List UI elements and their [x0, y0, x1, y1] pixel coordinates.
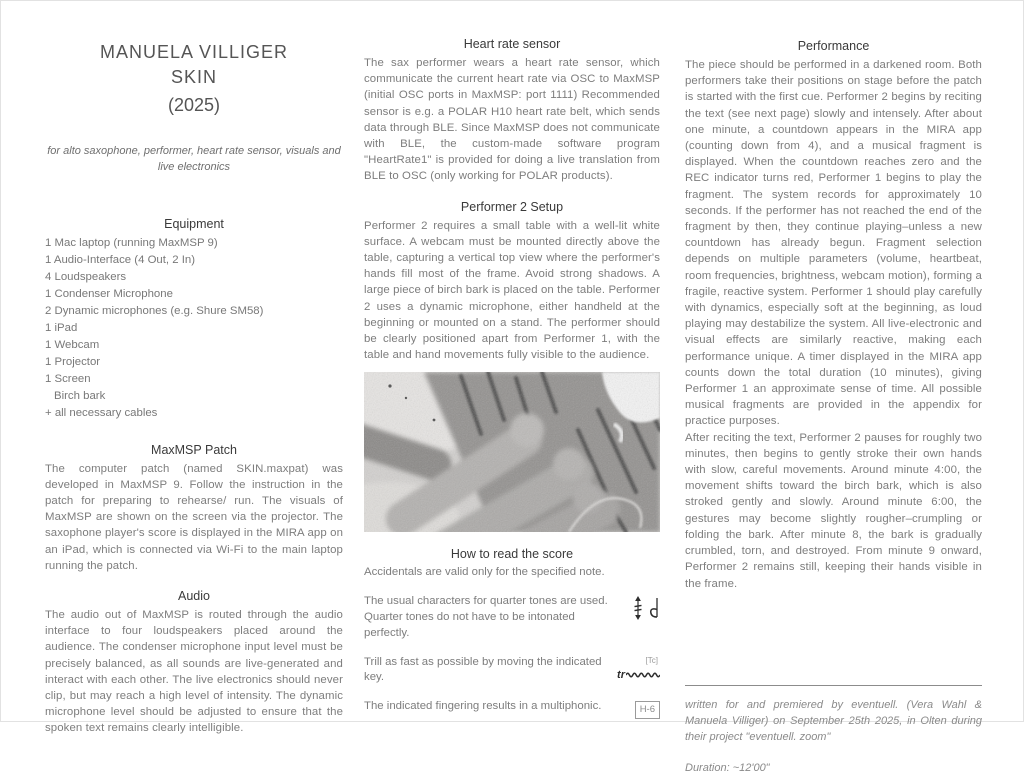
multiphonic-fingering-box: H-6 [635, 701, 660, 719]
equipment-item: 1 iPad [45, 321, 78, 334]
score-legend [364, 565, 660, 718]
equipment-item: 4 Loudspeakers [45, 270, 127, 283]
heart-rate-sensor-body: The sax performer wears a heart rate sensor, which communicate the current heart rate via OSC to MaxMSP (initial OSC ports in MaxMSP: port 1111) Recommended sensor is e.g. a POLAR H10 heart rate belt, which sends data through BLE. Since MaxMSP does not communicate with BLE, the custom-made software program "HeartRate1" is provided for doing a live translation from BLE to OSC (only working for POLAR products). [364, 57, 660, 183]
audio-body: The audio out of MaxMSP is routed through the audio interface to four loudspeakers placed around the audience. The condenser microphone input level must be precisely balanced, as all sounds are live-generated and interact with each other. The live electronics should never clip, but may reach a high level of intensity. The dynamic microphone level should be adjusted to ensure that the spoken text remains clearly intelligible. [45, 608, 343, 735]
author-name: MANUELA VILLIGER [99, 42, 289, 62]
equipment-item: 1 Mac laptop (running MaxMSP 9) [45, 236, 218, 249]
legend-text: The indicated fingering results in a multiphonic. [364, 700, 602, 713]
equipment-item: 2 Dynamic microphones (e.g. Shure SM58) [45, 304, 264, 317]
equipment-heading: Equipment [164, 216, 224, 231]
equipment-item: Birch bark [54, 389, 106, 402]
maxmsp-patch-body: The computer patch (named SKIN.maxpat) was developed in MaxMSP 9. Follow the instruction in the patch for preparing to rehearse/ run. The visuals of MaxMSP are shown on the screen via the projector. The saxophone player's score is displayed in the MIRA app on an iPad, which is connected via Wi-Fi to the main laptop running the patch. [45, 462, 343, 572]
performance-body-2: After reciting the text, Performer 2 pauses for roughly two minutes, then begins to gently stroke their own hands with slow, careful movements. Around minute 4:00, the movement shifts toward the birch bark, which is also stroked gently and slowly. Around minute 6:00, the gestures may become slightly rougher–crumpling or folding the bark. After minute 8, the bark is gradually crumbled, torn, and destroyed. From minute 9 onward, Performer 2 remains still, keeping their hands visible in the frame. [685, 431, 982, 590]
equipment-item: 1 Audio-Interface (4 Out, 2 In) [45, 253, 196, 266]
performance-body-1: The piece should be performed in a darkened room. Both performers take their positions on stage before the patch is started with the first cue. Performer 2 begins by reciting the text (see next page) slowly and intensely. After about one minute, a countdown appears in the MIRA app (counting down from 4), and a musical fragment is displayed. When the countdown reaches zero and the REC indicator turns red, Performer 1 begins to play the fragment. The system records for approximately 10 seconds. If the performer has not reached the end of the fragment by then, they continue playing–unless a new countdown has already begun. Fragment selection depends on multiple parameters (volume, heartbeat, room frequencies, brightness, webcam motion), forming a fragile, reactive system. Performer 1 should play carefully with dynamics, especially soft at the beginning, as loud playing may destabilize the system. All live-electronic and visual effects are similarly reactive, making each performance unique. A timer displayed in the MIRA app counts down the total duration (10 minutes), giving Performer 1 an approximate sense of time. All possible musical fragments are provided in the appendix for practice purposes. [685, 59, 982, 428]
equipment-item: 1 Webcam [45, 338, 100, 351]
work-year: (2025) [167, 94, 221, 115]
trill-tr-text: tr [617, 668, 625, 681]
instrumentation-subtitle: for alto saxophone, performer, heart rate sensor, visuals and live electronics [47, 144, 341, 173]
equipment-item: 1 Projector [45, 355, 101, 368]
legend-text: Trill as fast as possible by moving the indicated key. [364, 655, 602, 684]
equipment-list [45, 235, 343, 422]
legend-row-quarter-tones [364, 594, 660, 641]
trill-key-label: [Tc] [645, 655, 658, 665]
legend-text: The usual characters for quarter tones are used. Quarter tones do not have to be intonated perfectly. [364, 595, 608, 639]
left-column [45, 41, 343, 737]
premiere-note: written for and premiered by eventuell. (Vera Wahl & Manuela Villiger) on September 25th 2025, in Olten during their project "eventuell. zoom" [685, 698, 982, 743]
performer2-setup-heading: Performer 2 Setup [460, 199, 564, 214]
performance-heading: Performance [797, 39, 870, 53]
equipment-item: + all necessary cables [45, 406, 158, 419]
duration-note: Duration: ~12'00" [685, 761, 770, 774]
legend-text: Accidentals are valid only for the specified note. [364, 566, 605, 579]
reversed-flat-icon [649, 596, 660, 620]
bark-hands-photo [364, 372, 660, 532]
legend-symbol-cell [608, 594, 660, 620]
heart-rate-sensor-heading: Heart rate sensor [463, 37, 561, 51]
equipment-item: 1 Screen [45, 372, 91, 385]
right-column [685, 39, 982, 774]
legend-row-trill [364, 655, 660, 687]
how-to-read-heading: How to read the score [450, 547, 574, 562]
audio-heading: Audio [178, 588, 210, 603]
performer2-setup-body: Performer 2 requires a small table with a well-lit white surface. A webcam must be mounted directly above the table, capturing a vertical top view where the performer's hands fill most of the frame. Avoid strong shadows. A large piece of birch bark is placed on the table. Performer 2 uses a dynamic microphone, either handheld at the beginning or mounted on a stand. The performer should be clearly positioned apart from Performer 1, with the table and hand movements fully visible to the audience. [364, 219, 660, 362]
legend-symbol-cell [608, 655, 660, 684]
maxmsp-patch-heading: MaxMSP Patch [151, 442, 237, 457]
equipment-item: 1 Condenser Microphone [45, 287, 173, 300]
middle-column [364, 37, 660, 719]
trill-icon [617, 657, 660, 684]
quarter-sharp-arrow-icon [633, 596, 643, 620]
legend-row-multiphonic [364, 699, 660, 719]
legend-row-accidentals [364, 565, 660, 581]
legend-symbol-cell [608, 699, 660, 719]
footer-divider [685, 685, 982, 686]
trill-wave-icon [626, 671, 660, 678]
work-title: SKIN [170, 66, 217, 87]
